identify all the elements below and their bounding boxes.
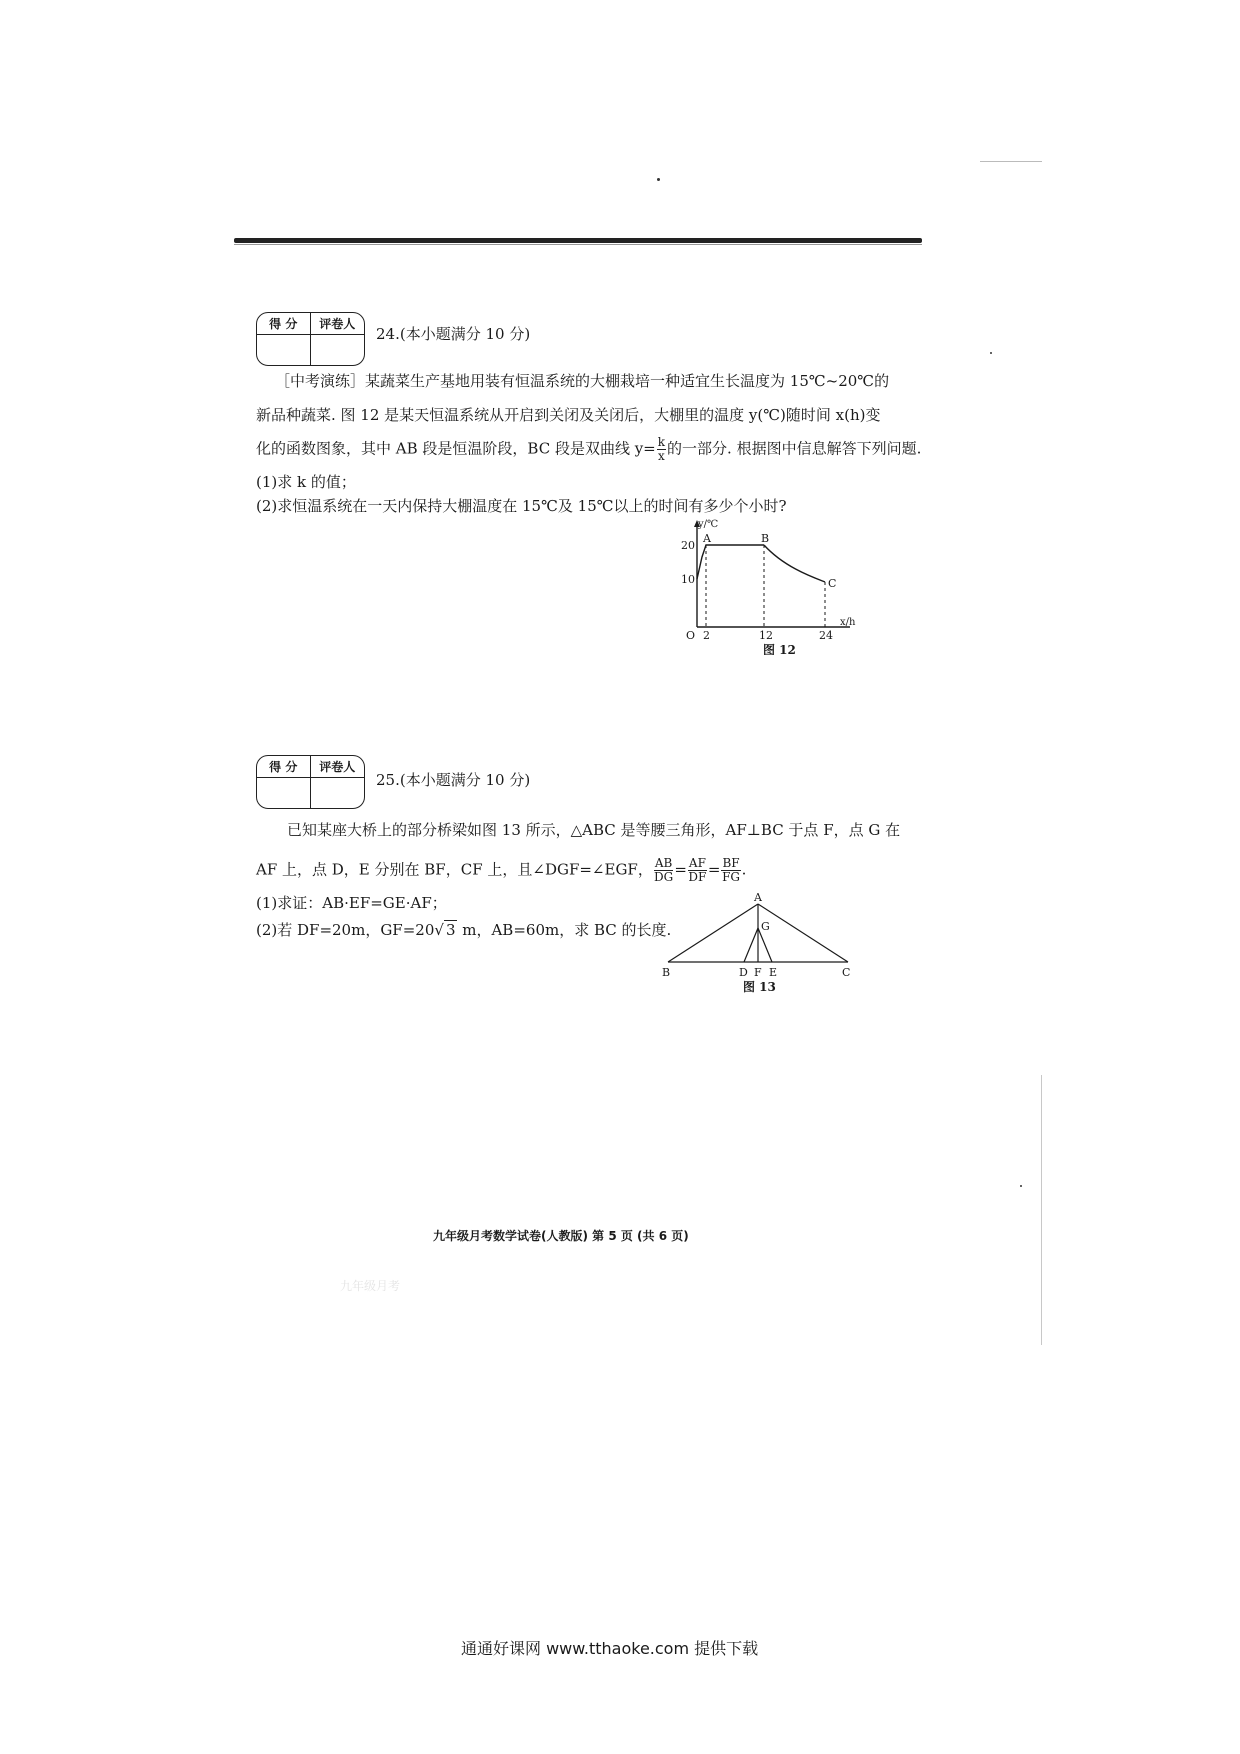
xtick-24: 24 <box>819 629 833 642</box>
q25-sub2-post: m，AB=60m，求 BC 的长度. <box>457 921 672 939</box>
site-download-footer: 通通好课网 www.tthaoke.com 提供下载 <box>461 1639 759 1658</box>
ylabel: y/℃ <box>698 519 719 530</box>
q25-score-box <box>256 755 365 809</box>
q24-para-line1: ［中考演练］某蔬菜生产基地用装有恒温系统的大棚栽培一种适宜生长温度为 15℃~20℃的 <box>275 372 890 390</box>
scan-dot <box>990 352 992 354</box>
faint-ghost-text: 九年级月考 <box>340 1279 401 1293</box>
score-label: 得 分 <box>257 756 311 778</box>
ytick-20: 20 <box>681 539 695 552</box>
q25-para-line2-post: . <box>741 860 747 879</box>
segment-ab <box>668 904 758 962</box>
q24-sub1: (1)求 k 的值； <box>256 473 356 491</box>
q24-para-line2: 新品种蔬菜. 图 12 是某天恒温系统从开启到关闭及关闭后，大棚里的温度 y(℃)随时间 x(h)变 <box>256 406 881 424</box>
point-b-label: B <box>662 966 671 979</box>
q25-sub1: (1)求证：AB·EF=GE·AF； <box>256 894 447 912</box>
point-f-label: F <box>754 966 762 979</box>
page-edge-line <box>1041 1075 1042 1345</box>
xtick-12: 12 <box>759 629 773 642</box>
point-b-label: B <box>761 532 770 545</box>
page-header-rule-thin <box>234 244 922 245</box>
segment-ac <box>758 904 848 962</box>
figure-12 <box>680 515 860 655</box>
equals-sign: = <box>707 860 721 879</box>
q24-para-line3 <box>256 436 921 463</box>
sqrt-symbol: √ <box>434 921 444 939</box>
figure-13 <box>660 890 860 1000</box>
hyperbola-fraction <box>657 436 666 463</box>
q25-header: 25.(本小题满分 10 分) <box>376 771 531 789</box>
fraction-af-df <box>688 857 707 884</box>
sqrt-argument: 3 <box>445 921 456 939</box>
q25-para-line2-pre: AF 上，点 D，E 分别在 BF，CF 上，且∠DGF=∠EGF， <box>256 860 653 879</box>
scan-dot <box>657 178 660 181</box>
point-g-label: G <box>761 920 770 933</box>
q25-sub2-pre: (2)若 DF=20m，GF=20 <box>256 921 435 939</box>
point-d-label: D <box>739 966 748 979</box>
fraction-bf-fg <box>721 857 740 884</box>
origin-label: O <box>686 629 696 642</box>
hyperbola-segment-bc <box>764 545 825 582</box>
page-header-rule <box>234 238 922 243</box>
xtick-2: 2 <box>703 629 710 642</box>
point-e-label: E <box>769 966 778 979</box>
top-right-mark <box>980 161 1042 162</box>
point-c-label: C <box>828 577 837 590</box>
ytick-10: 10 <box>681 573 695 586</box>
score-cell[interactable] <box>257 335 311 365</box>
q25-sub2 <box>256 920 671 940</box>
score-cell[interactable] <box>257 778 311 808</box>
q24-para-line3-pre: 化的函数图象，其中 AB 段是恒温阶段，BC 段是双曲线 y= <box>256 439 656 458</box>
exam-page-footer: 九年级月考数学试卷(人教版) 第 5 页 (共 6 页) <box>433 1229 689 1243</box>
q24-header: 24.(本小题满分 10 分) <box>376 325 531 343</box>
q25-para-line1: 已知某座大桥上的部分桥梁如图 13 所示，△ABC 是等腰三角形，AF⊥BC 于点 F，点 G 在 <box>287 821 901 839</box>
q25-para-line2 <box>256 857 746 884</box>
point-c-label: C <box>842 966 851 979</box>
frac-denominator: DG <box>653 870 674 884</box>
frac-numerator: AF <box>688 856 706 870</box>
grader-label: 评卷人 <box>311 313 365 335</box>
scan-dot <box>1020 1185 1022 1187</box>
grader-cell[interactable] <box>311 778 365 808</box>
frac-denominator: x <box>658 449 665 463</box>
xlabel: x/h <box>840 617 856 628</box>
frac-numerator: k <box>657 435 666 449</box>
grader-cell[interactable] <box>311 335 365 365</box>
frac-denominator: DF <box>688 870 707 884</box>
score-label: 得 分 <box>257 313 311 335</box>
q24-score-box <box>256 312 365 366</box>
equals-sign: = <box>674 860 687 879</box>
frac-numerator: BF <box>722 856 740 870</box>
point-a-label: A <box>754 891 762 904</box>
segment-gd <box>744 928 758 962</box>
fraction-ab-dg <box>654 857 673 884</box>
grader-label: 评卷人 <box>311 756 365 778</box>
figure-13-caption: 图 13 <box>743 980 776 994</box>
q24-sub2: (2)求恒温系统在一天内保持大棚温度在 15℃及 15℃以上的时间有多少个小时? <box>256 497 787 515</box>
frac-numerator: AB <box>654 856 673 870</box>
segment-ge <box>758 928 772 962</box>
rising-and-constant-segment <box>697 545 764 579</box>
frac-denominator: FG <box>722 870 741 884</box>
q24-para-line3-post: 的一部分. 根据图中信息解答下列问题. <box>667 439 922 458</box>
point-a-label: A <box>703 532 711 545</box>
figure-12-caption: 图 12 <box>763 643 796 655</box>
